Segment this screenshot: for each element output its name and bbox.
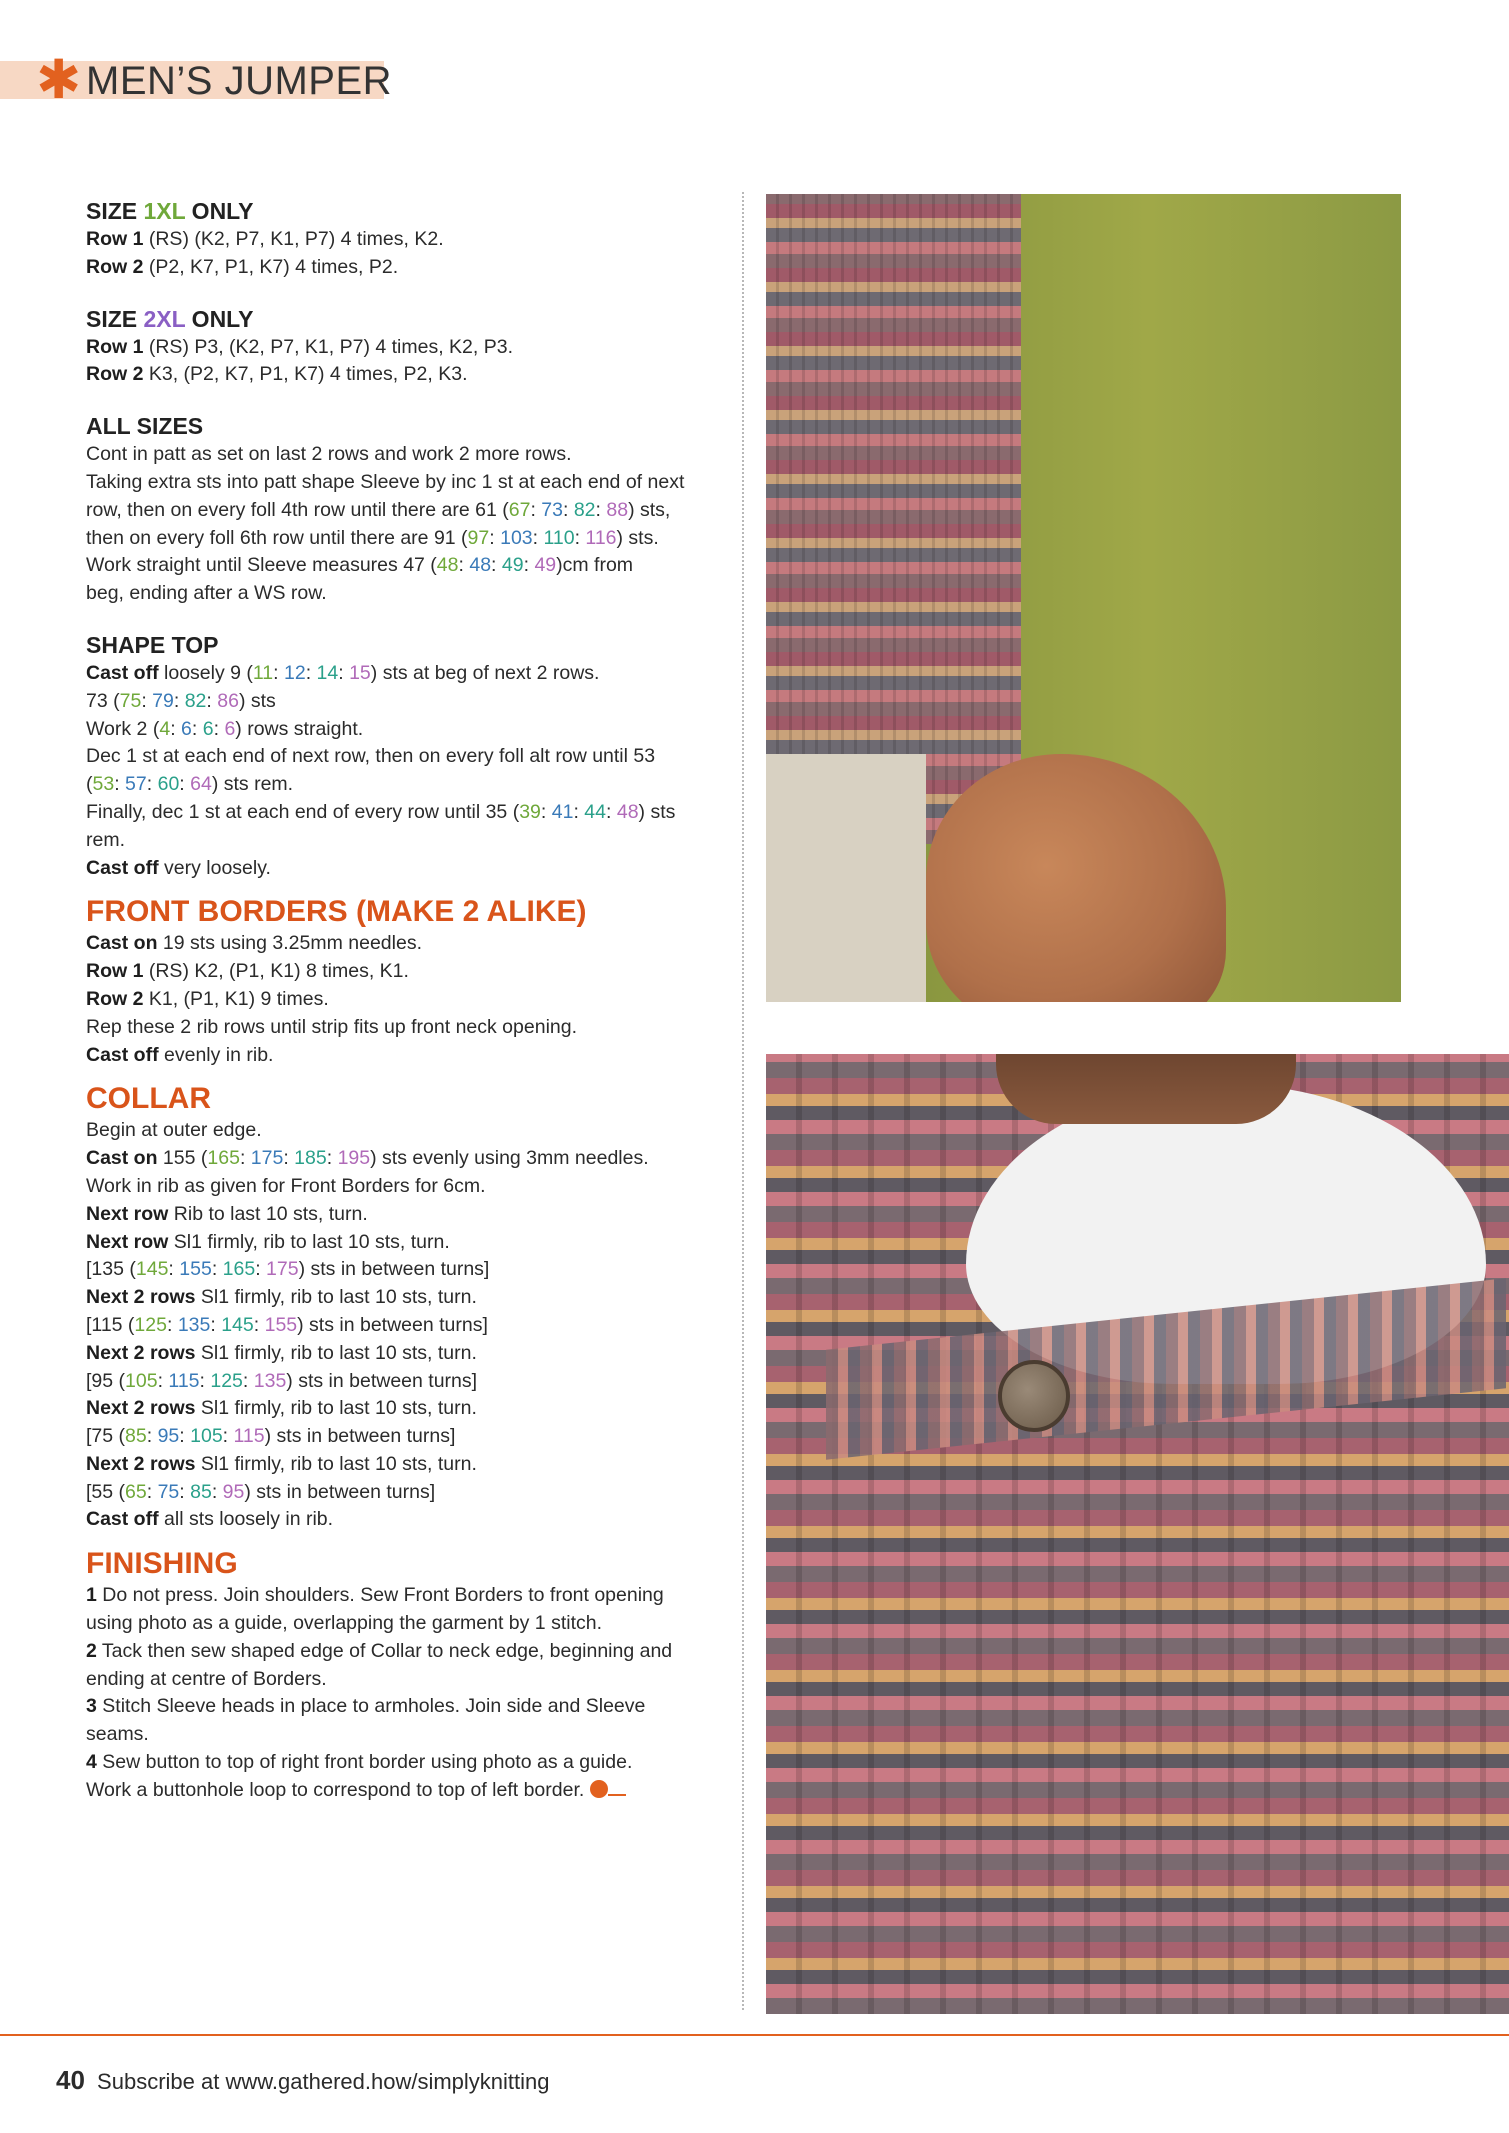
collar-line: Begin at outer edge. [86, 1119, 262, 1142]
all-sizes-line: beg, ending after a WS row. [86, 582, 327, 605]
collar-line: [95 (105: 115: 125: 135) sts in between turns] [86, 1369, 478, 1392]
all-sizes-heading: ALL SIZES [86, 413, 204, 440]
yarn-ball-end-icon [590, 1780, 608, 1798]
wooden-button [998, 1360, 1070, 1432]
collar-line: Next 2 rows Sl1 firmly, rib to last 10 sts, turn. [86, 1397, 477, 1420]
collar-line: Cast on 155 (165: 175: 185: 195) sts evenly using 3mm needles. [86, 1147, 649, 1170]
front-borders-line: Cast off evenly in rib. [86, 1043, 274, 1066]
collar-line: Cast off all sts loosely in rib. [86, 1508, 334, 1531]
trousers [766, 754, 926, 1002]
collar-line: [135 (145: 155: 165: 175) sts in between turns] [86, 1258, 490, 1281]
finishing-step: 1 Do not press. Join shoulders. Sew Front Borders to front opening [86, 1584, 664, 1607]
size-1xl-row2: Row 2 (P2, K7, P1, K7) 4 times, P2. [86, 255, 399, 278]
size-2xl-row1: Row 1 (RS) P3, (K2, P7, K1, P7) 4 times, K2, P3. [86, 335, 513, 358]
collar-line: Next row Rib to last 10 sts, turn. [86, 1202, 368, 1225]
collar-heading: COLLAR [86, 1082, 211, 1116]
shape-top-line: Cast off very loosely. [86, 856, 271, 879]
collar-line: [75 (85: 95: 105: 115) sts in between turns] [86, 1425, 456, 1448]
shape-top-line: rem. [86, 828, 125, 851]
all-sizes-line: Cont in patt as set on last 2 rows and work 2 more rows. [86, 443, 572, 466]
collar-line: Next 2 rows Sl1 firmly, rib to last 10 sts, turn. [86, 1341, 477, 1364]
neck [996, 1054, 1296, 1124]
pattern-text-column [86, 196, 722, 1805]
finishing-step: 2 Tack then sew shaped edge of Collar to neck edge, beginning and [86, 1639, 673, 1662]
page-number: 40 [56, 2065, 85, 2095]
finishing-heading: FINISHING [86, 1547, 238, 1581]
finishing-step: seams. [86, 1723, 149, 1746]
page-title: MEN’S JUMPER [86, 59, 393, 103]
size-2xl-heading: SIZE 2XL ONLY [86, 305, 254, 332]
sleeve-cuff-photo [766, 194, 1401, 1002]
finishing-step: Work a buttonhole loop to correspond to top of left border. [86, 1777, 722, 1805]
finishing-step: ending at centre of Borders. [86, 1667, 327, 1690]
collar-line: Next 2 rows Sl1 firmly, rib to last 10 sts, turn. [86, 1452, 477, 1475]
ribbed-cuff [766, 194, 1021, 844]
collar-detail-photo [766, 1054, 1509, 2014]
front-borders-line: Rep these 2 rib rows until strip fits up front neck opening. [86, 1015, 578, 1038]
front-borders-line: Row 2 K1, (P1, K1) 9 times. [86, 987, 329, 1010]
shape-top-heading: SHAPE TOP [86, 631, 219, 658]
finishing-step: 4 Sew button to top of right front border using photo as a guide. [86, 1751, 633, 1774]
all-sizes-line: Work straight until Sleeve measures 47 (48: 48: 49: 49)cm from [86, 554, 634, 577]
yarn-tail-icon [608, 1794, 626, 1796]
all-sizes-line: row, then on every foll 4th row until there are 61 (67: 73: 82: 88) sts, [86, 498, 671, 521]
size-1xl-row1: Row 1 (RS) (K2, P7, K1, P7) 4 times, K2. [86, 228, 444, 250]
footer [56, 2066, 550, 2096]
hand [926, 754, 1226, 1002]
shape-top-line: 73 (75: 79: 82: 86) sts [86, 689, 276, 712]
finishing-step: using photo as a guide, overlapping the garment by 1 stitch. [86, 1612, 602, 1635]
shape-top-line: Finally, dec 1 st at each end of every row until 35 (39: 41: 44: 48) sts [86, 800, 676, 823]
shape-top-line: (53: 57: 60: 64) sts rem. [86, 773, 294, 796]
size-2xl-row2: Row 2 K3, (P2, K7, P1, K7) 4 times, P2, K3. [86, 363, 468, 386]
collar-line: [55 (65: 75: 85: 95) sts in between turns] [86, 1480, 436, 1503]
shape-top-line: Work 2 (4: 6: 6: 6) rows straight. [86, 717, 364, 740]
collar-line: Next 2 rows Sl1 firmly, rib to last 10 sts, turn. [86, 1286, 477, 1309]
collar-line: Work in rib as given for Front Borders for 6cm. [86, 1174, 486, 1197]
collar-line: Next row Sl1 firmly, rib to last 10 sts, turn. [86, 1230, 450, 1253]
front-borders-line: Cast on 19 sts using 3.25mm needles. [86, 932, 422, 955]
column-divider [742, 192, 744, 2010]
shape-top-line: Cast off loosely 9 (11: 12: 14: 15) sts at beg of next 2 rows. [86, 661, 600, 684]
front-borders-heading: FRONT BORDERS (MAKE 2 ALIKE) [86, 895, 587, 929]
subscribe-link-text: Subscribe at www.gathered.how/simplyknitting [97, 2069, 550, 2094]
asterisk-icon: ✱ [36, 50, 82, 110]
front-borders-line: Row 1 (RS) K2, (P1, K1) 8 times, K1. [86, 960, 409, 983]
finishing-step: 3 Stitch Sleeve heads in place to armholes. Join side and Sleeve [86, 1695, 646, 1718]
shape-top-line: Dec 1 st at each end of next row, then on every foll alt row until 53 [86, 745, 656, 768]
size-1xl-heading: SIZE 1XL ONLY [86, 198, 254, 224]
footer-rule [0, 2034, 1509, 2036]
collar-line: [115 (125: 135: 145: 155) sts in between turns] [86, 1313, 488, 1336]
all-sizes-line: Taking extra sts into patt shape Sleeve by inc 1 st at each end of next [86, 470, 685, 493]
all-sizes-line: then on every foll 6th row until there are 91 (97: 103: 110: 116) sts. [86, 526, 659, 549]
